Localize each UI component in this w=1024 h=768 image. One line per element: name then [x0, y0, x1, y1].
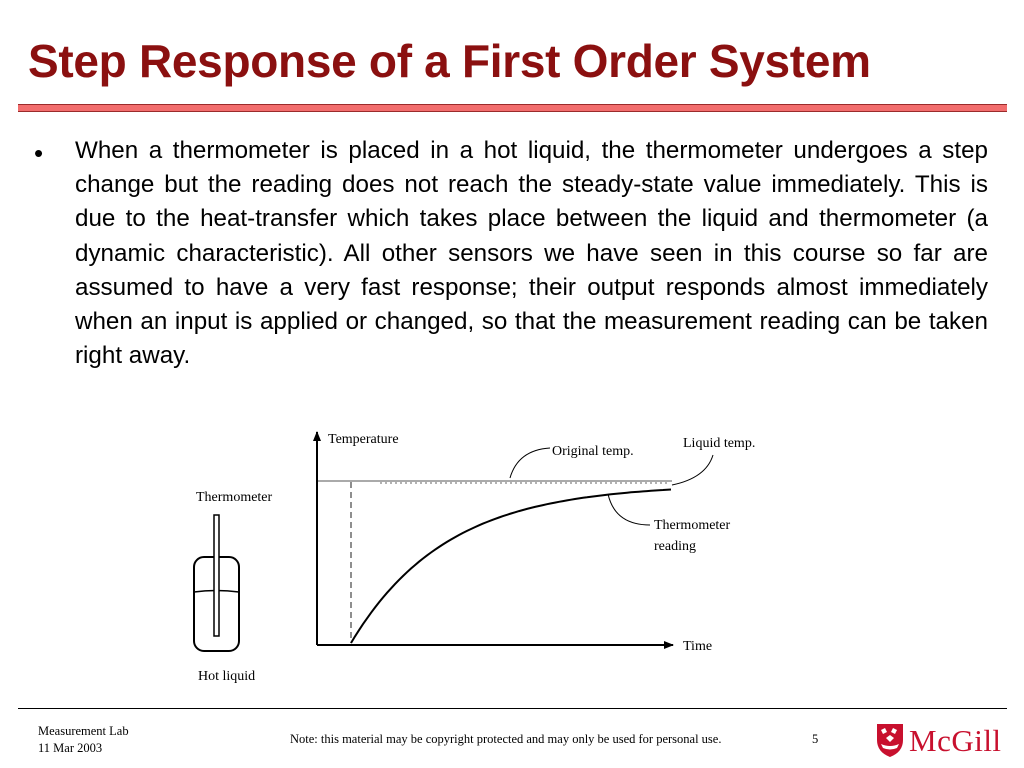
thermometer-stem	[214, 515, 219, 636]
footer-date: 11 Mar 2003	[38, 741, 103, 755]
original-temp-label: Original temp.	[552, 444, 634, 459]
mcgill-wordmark: McGill	[909, 723, 1002, 758]
mcgill-shield-icon	[875, 722, 905, 758]
x-axis-label: Time	[683, 639, 713, 654]
liquid-temp-label: Liquid temp.	[683, 436, 756, 451]
thermometer-reading-curve	[351, 490, 671, 644]
footer-course: Measurement Lab	[38, 724, 129, 738]
hot-liquid-label: Hot liquid	[198, 669, 256, 684]
bullet-text: When a thermometer is placed in a hot liquid, the thermometer undergoes a step change but the reading does not reach the steady-state value immediately. This is due to the heat-transfer which takes place between the liquid and thermometer (a dynamic characteristic). All other sensors we have seen in this course so far are assumed to have a very fast response; their output responds almost immediately when an input is applied or changed, so that the measurement reading can be taken right away.	[75, 137, 988, 370]
beaker-with-thermometer	[194, 515, 239, 651]
reading-callout	[608, 494, 650, 525]
footer-copyright-note: Note: this material may be copyright protected and may only be used for personal use.	[290, 732, 722, 746]
liquid-temp-callout	[672, 455, 713, 485]
page-number: 5	[812, 732, 819, 746]
footer-divider	[18, 708, 1007, 709]
reading-label-line1: Thermometer	[654, 518, 731, 533]
y-axis-label: Temperature	[328, 432, 399, 447]
bullet-marker: •	[34, 138, 44, 168]
slide-title: Step Response of a First Order System	[28, 35, 871, 87]
reading-label-line2: reading	[654, 539, 696, 554]
thermometer-label: Thermometer	[196, 490, 273, 505]
mcgill-logo	[873, 720, 1013, 760]
original-temp-callout	[510, 448, 550, 478]
